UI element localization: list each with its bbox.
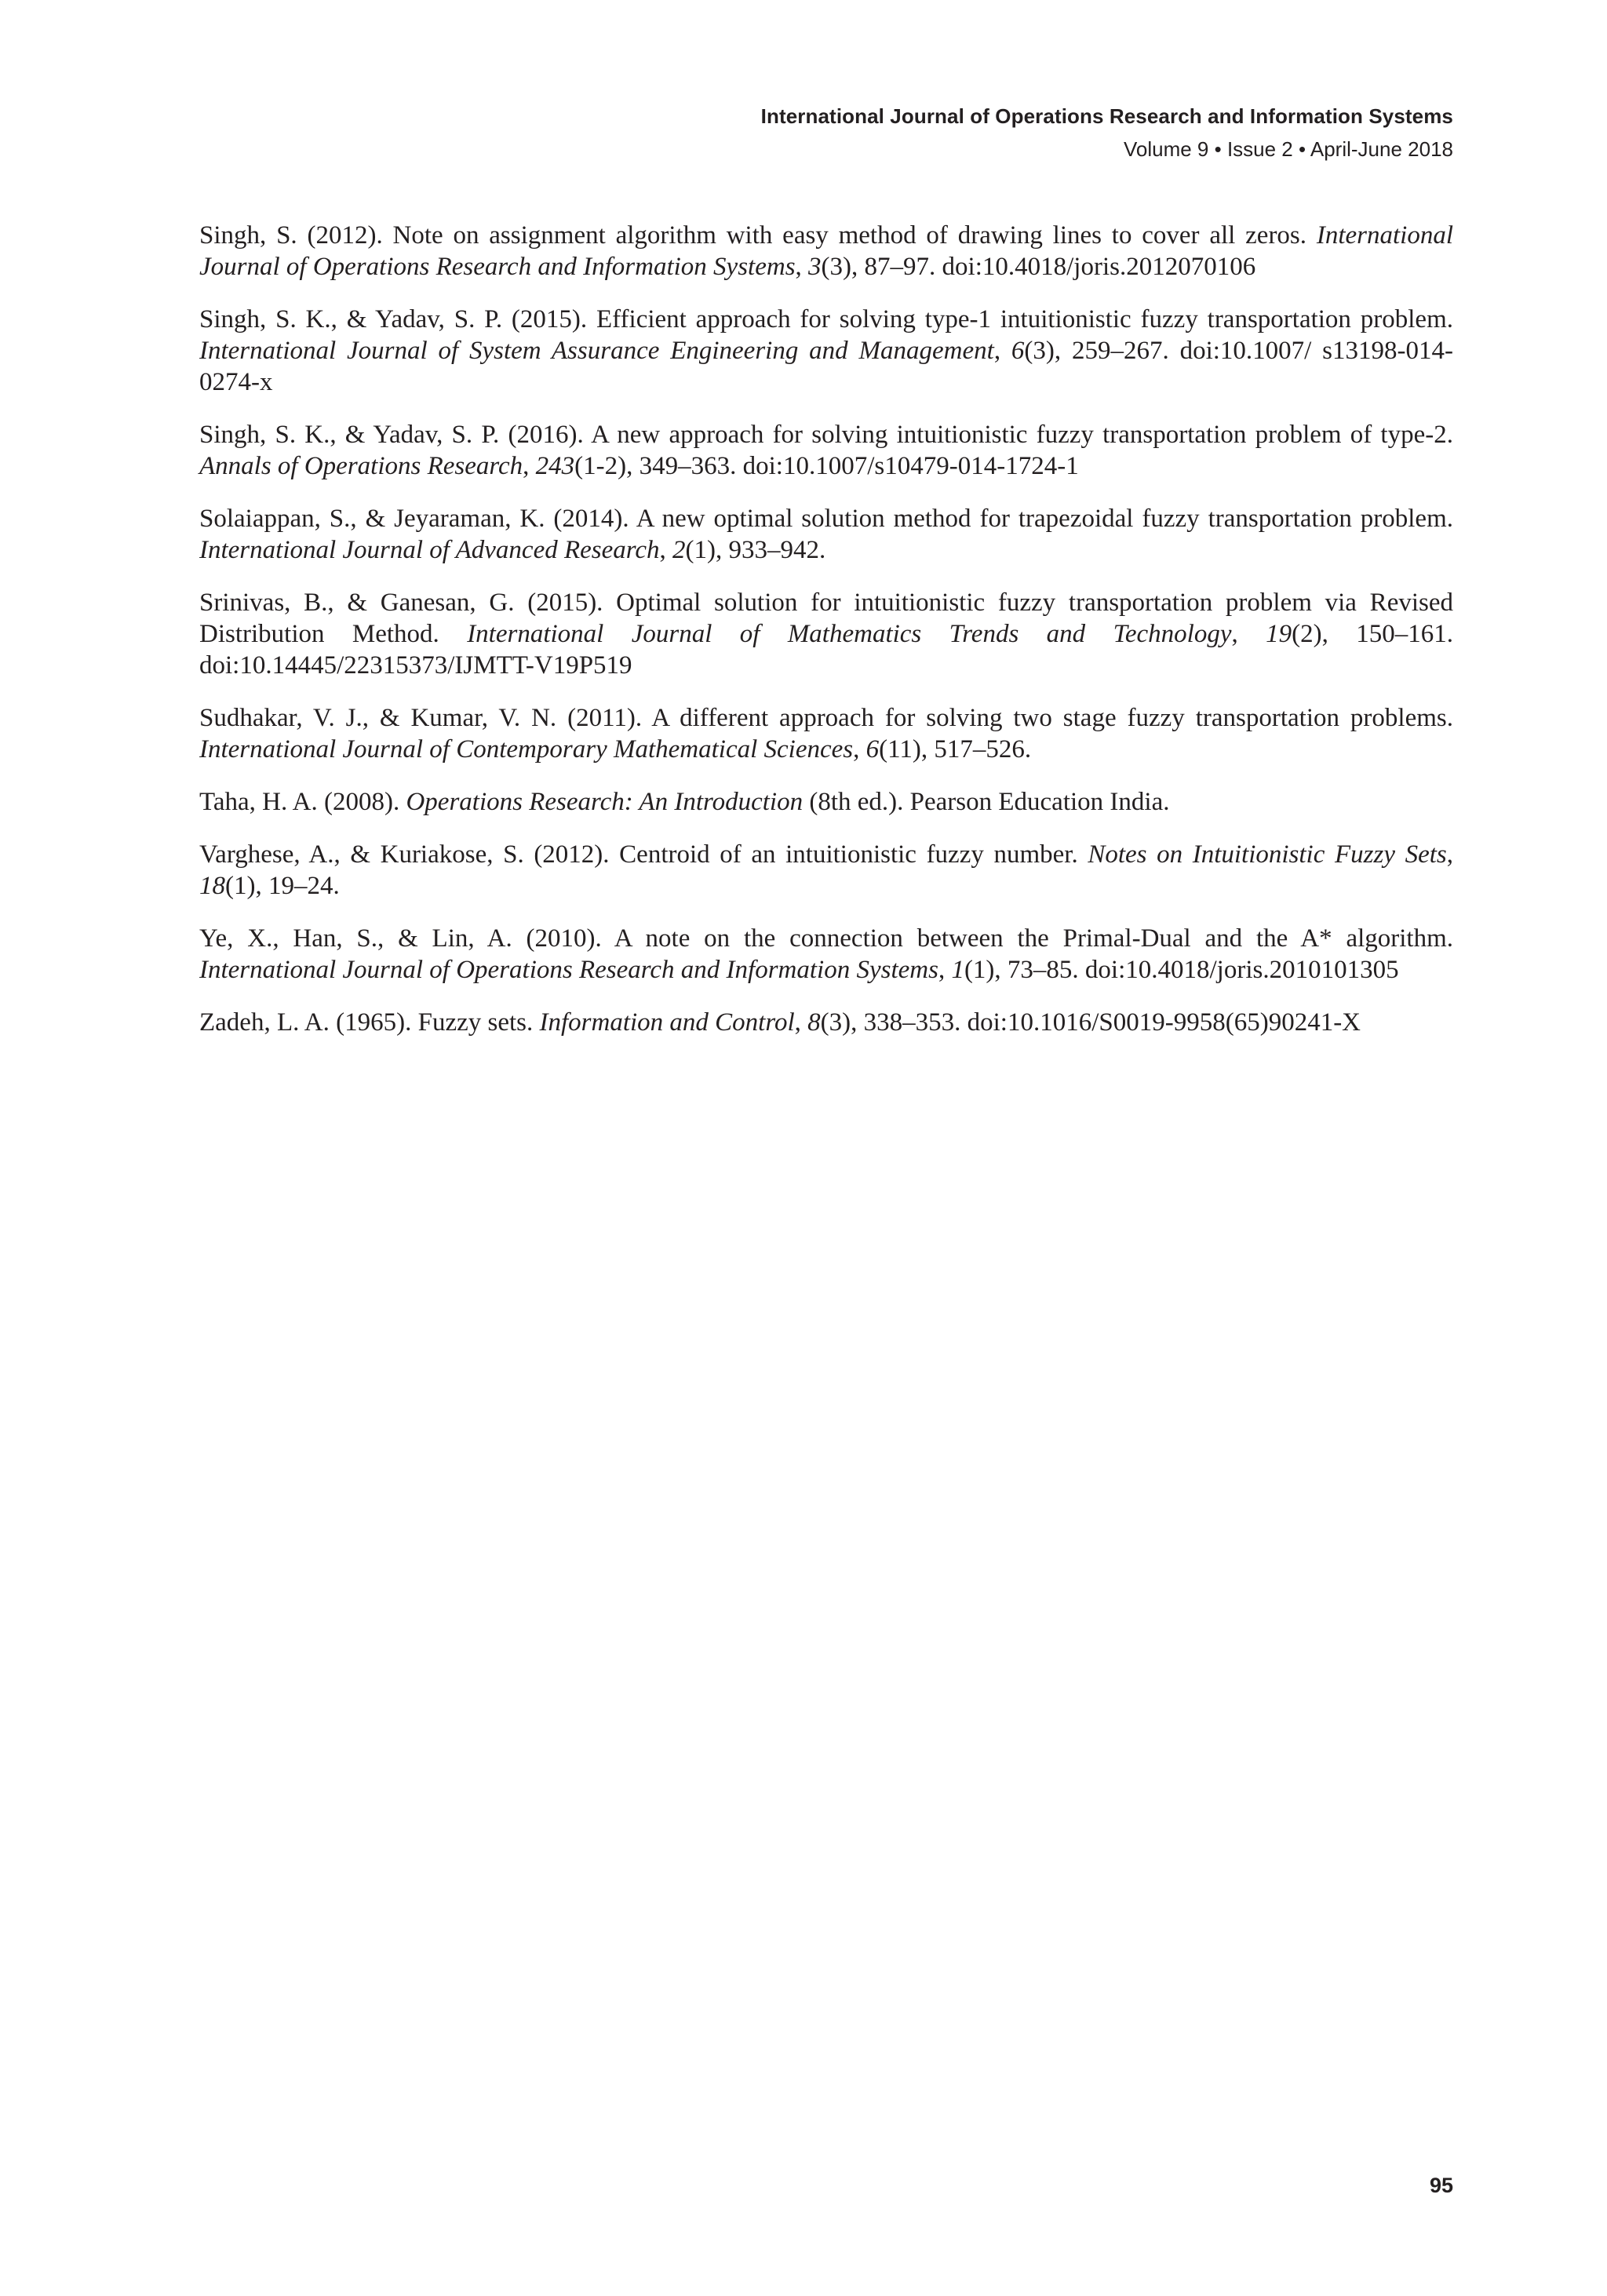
reference-source: International Journal of Operations Research and Information Systems [199, 956, 938, 984]
reference-entry [199, 786, 1453, 818]
reference-text: , [993, 337, 1011, 365]
reference-text: Singh, S. K., & Yadav, S. P. (2015). Efficient approach for solving type-1 intuitionistic fuzzy transportation problem. [199, 305, 1453, 333]
reference-text: (11), 517–526. [879, 735, 1032, 764]
reference-volume: 243 [535, 452, 575, 480]
reference-volume: 19 [1266, 620, 1292, 648]
reference-volume: 3 [808, 253, 822, 281]
reference-text: (3), 259–267. doi:10.1007/ s13198-014-0274-x [199, 337, 1453, 396]
journal-name: International Journal of Operations Research and Information Systems [760, 104, 1453, 128]
reference-text: Taha, H. A. (2008). [199, 788, 406, 816]
reference-text: (1), 933–942. [685, 536, 826, 564]
reference-list [199, 220, 1453, 1059]
reference-text: Srinivas, B., & Ganesan, G. (2015). Optimal solution for intuitionistic fuzzy transportation problem via Revised Distribution Method. [199, 589, 1453, 648]
reference-source: International Journal of Advanced Research [199, 536, 660, 564]
reference-text: (1-2), 349–363. doi:10.1007/s10479-014-1724-1 [574, 452, 1079, 480]
reference-text: Sudhakar, V. J., & Kumar, V. N. (2011). A different approach for solving two stage fuzzy transportation problems. [199, 704, 1453, 732]
running-head [761, 102, 1453, 163]
reference-text: Ye, X., Han, S., & Lin, A. (2010). A note on the connection between the Primal-Dual and the A* algorithm. [199, 924, 1453, 953]
reference-text: , [794, 1008, 808, 1037]
reference-entry [199, 839, 1453, 902]
reference-text: Singh, S. (2012). Note on assignment algorithm with easy method of drawing lines to cover all zeros. [199, 221, 1317, 250]
reference-entry [199, 304, 1453, 398]
reference-text: (8th ed.). Pearson Education India. [803, 788, 1170, 816]
reference-volume: 18 [199, 872, 225, 900]
reference-volume: 6 [865, 735, 880, 764]
reference-text: (3), 338–353. doi:10.1016/S0019-9958(65)90241-X [820, 1008, 1361, 1037]
reference-text: (3), 87–97. doi:10.4018/joris.2012070106 [821, 253, 1256, 281]
reference-source: International Journal of Mathematics Trends and Technology [467, 620, 1232, 648]
reference-text: Zadeh, L. A. (1965). Fuzzy sets. [199, 1008, 540, 1037]
reference-text: Varghese, A., & Kuriakose, S. (2012). Centroid of an intuitionistic fuzzy number. [199, 840, 1088, 869]
reference-text: Singh, S. K., & Yadav, S. P. (2016). A new approach for solving intuitionistic fuzzy transportation problem of type-2. [199, 421, 1453, 449]
reference-text: (1), 19–24. [225, 872, 340, 900]
reference-text: , [938, 956, 952, 984]
reference-source: Information and Control [539, 1008, 795, 1037]
reference-volume: 1 [951, 956, 964, 984]
reference-text: (1), 73–85. doi:10.4018/joris.2010101305 [964, 956, 1399, 984]
reference-source: Annals of Operations Research [199, 452, 523, 480]
reference-source: International Journal of Operations Research and Information Systems [199, 221, 1453, 281]
reference-text: , [853, 735, 866, 764]
reference-source: International Journal of System Assurance Engineering and Management [199, 337, 994, 365]
reference-volume: 2 [672, 536, 686, 564]
reference-entry [199, 220, 1453, 282]
reference-text: , [659, 536, 673, 564]
reference-text: , [795, 253, 809, 281]
reference-entry [199, 1007, 1453, 1038]
reference-text: , [523, 452, 536, 480]
reference-volume: 6 [1011, 337, 1025, 365]
reference-text: Solaiappan, S., & Jeyaraman, K. (2014). A new optimal solution method for trapezoidal fuzzy transportation problem. [199, 505, 1453, 533]
reference-text: , [1446, 840, 1453, 869]
reference-entry [199, 503, 1453, 566]
reference-entry [199, 587, 1453, 681]
reference-entry [199, 702, 1453, 765]
page-number: 95 [1429, 2174, 1453, 2197]
reference-source: Operations Research: An Introduction [406, 788, 804, 816]
reference-entry [199, 419, 1453, 482]
reference-entry [199, 923, 1453, 986]
issue-info: Volume 9 • Issue 2 • April-June 2018 [1123, 137, 1453, 161]
reference-text: (2), 150–161. doi:10.14445/22315373/IJMTT-V19P519 [199, 620, 1454, 680]
reference-source: International Journal of Contemporary Mathematical Sciences [199, 735, 854, 764]
reference-text: , [1231, 620, 1266, 648]
reference-volume: 8 [807, 1008, 821, 1037]
reference-source: Notes on Intuitionistic Fuzzy Sets [1088, 840, 1447, 869]
